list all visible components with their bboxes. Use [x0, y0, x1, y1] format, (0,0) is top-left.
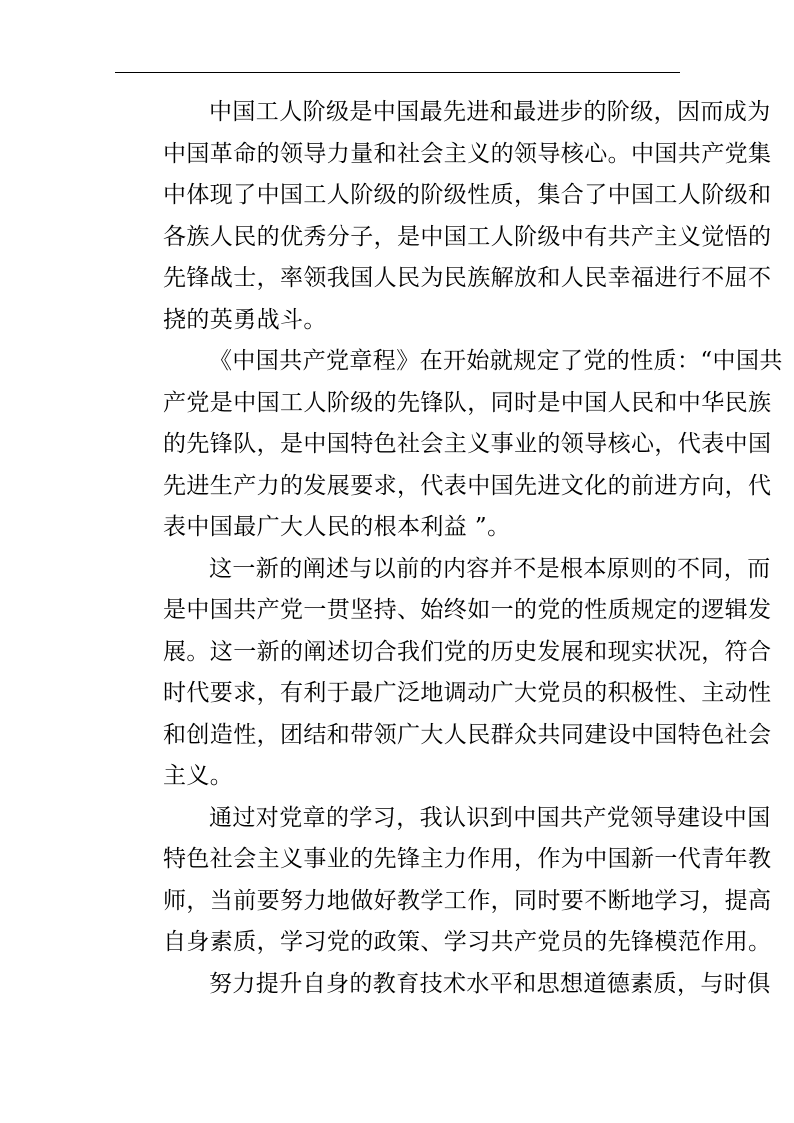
text-line: 产党是中国工人阶级的先锋队，同时是中国人民和中华民族 — [163, 389, 772, 416]
text-line: 时代要求，有利于最广泛地调动广大党员的积极性、主动性 — [163, 680, 772, 706]
text-line: 展。这一新的阐述切合我们党的历史发展和现实状况，符合 — [163, 638, 772, 665]
text-line: 中体现了中国工人阶级的阶级性质，集合了中国工人阶级和 — [163, 182, 772, 208]
text-line: 是中国共产党一贯坚持、始终如一的党的性质规定的逻辑发 — [163, 597, 772, 623]
text-line: 这一新的阐述与以前的内容并不是根本原则的不同，而 — [209, 555, 771, 582]
text-line: 中国革命的领导力量和社会主义的领导核心。中国共产党集 — [163, 140, 772, 167]
text-line: 中国工人阶级是中国最先进和最进步的阶级，因而成为 — [209, 99, 771, 125]
text-line: 的先锋队，是中国特色社会主义事业的领导核心，代表中国 — [163, 431, 772, 457]
text-line: 挠的英勇战斗。 — [163, 306, 327, 333]
paragraph-5 — [117, 964, 771, 1006]
text-line: 努力提升自身的教育技术水平和思想道德素质，与时俱 — [209, 970, 771, 997]
text-line: 特色社会主义事业的先锋主力作用，作为中国新一代青年教 — [163, 846, 772, 872]
text-line: 各族人民的优秀分子，是中国工人阶级中有共产主义觉悟的 — [163, 223, 772, 250]
text-line: 表中国最广大人民的根本利益 ”。 — [163, 514, 511, 540]
header-rule — [115, 72, 680, 73]
paragraph-1 — [117, 92, 772, 341]
text-line: 先锋战士，率领我国人民为民族解放和人民幸福进行不屈不 — [163, 265, 772, 291]
text-line: 和创造性，团结和带领广大人民群众共同建设中国特色社会 — [163, 721, 772, 748]
paragraph-2 — [117, 341, 783, 549]
text-line: 《中国共产党章程》在开始就规定了党的性质：“中国共 — [209, 348, 783, 374]
text-line: 先进生产力的发展要求，代表中国先进文化的前进方向，代 — [163, 472, 772, 499]
text-line: 自身素质，学习党的政策、学习共产党员的先锋模范作用。 — [163, 929, 772, 955]
document-body — [117, 92, 783, 1005]
text-line: 主义。 — [163, 763, 234, 789]
paragraph-3 — [117, 549, 772, 798]
paragraph-4 — [117, 798, 772, 964]
text-line: 师，当前要努力地做好教学工作，同时要不断地学习，提高 — [163, 887, 772, 914]
text-line: 通过对党章的学习，我认识到中国共产党领导建设中国 — [209, 804, 771, 831]
